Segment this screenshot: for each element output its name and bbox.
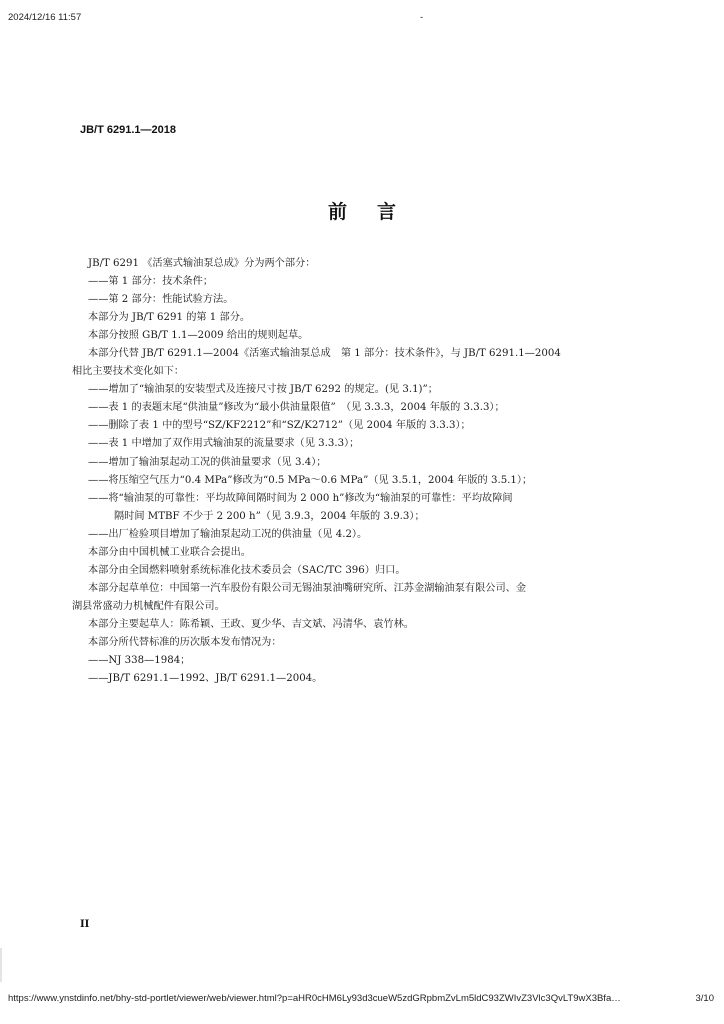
body-line: 相比主要技术变化如下： [72,366,185,378]
body-line: ——出厂检验项目增加了输油泵起动工况的供油量（见 4.2）。 [88,528,368,540]
body-line: ——将压缩空气压力“0.4 MPa”修改为“0.5 MPa～0.6 MPa”（见 3.5.1，2004 年版的 3.5.1）； [88,474,533,486]
body-line: ——表 1 的表题末尾“供油量”修改为“最小供油量限值” （见 3.3.3，2004 年版的 3.3.3）； [88,402,505,414]
preface-body [72,255,648,688]
body-line: ——表 1 中增加了双作用式输油泵的流量要求（见 3.3.3）； [88,438,360,450]
body-line: 本部分由中国机械工业联合会提出。 [88,546,251,558]
body-line: JB/T 6291 《活塞式输油泵总成》分为两个部分： [88,258,316,269]
section-title: 前言 [327,201,426,223]
body-line: ——第 2 部分：性能试验方法。 [88,294,234,306]
body-line: 本部分起草单位：中国第一汽车股份有限公司无锡油泵油嘴研究所、江苏金湖输油泵有限公司、金 [88,582,527,594]
browser-print-footer [8,993,716,1009]
body-line: 本部分主要起草人：陈希颖、王政、夏少华、吉文斌、冯清华、袁竹林。 [88,618,414,630]
body-line: 本部分为 JB/T 6291 的第 1 部分。 [88,312,251,324]
print-datetime: 2024/12/16 11:57 [8,12,82,23]
body-line: 本部分按照 GB/T 1.1—2009 给出的规则起草。 [88,330,309,342]
body-line: ——NJ 338—1984； [88,655,191,667]
browser-print-header [8,12,716,28]
body-line: ——增加了输油泵起动工况的供油量要求（见 3.4）； [88,456,327,468]
body-line: 湖县常盛动力机械配件有限公司。 [72,600,225,612]
body-line: ——删除了表 1 中的型号“SZ/KF2212”和“SZ/K2712”（见 2004 年版的 3.3.3）； [88,420,471,432]
standard-code: JB/T 6291.1—2018 [80,124,177,136]
body-line: 隔时间 MTBF 不少于 2 200 h”（见 3.9.3，2004 年版的 3.9.3）； [114,510,425,522]
body-line: 本部分所代替标准的历次版本发布情况为： [88,636,282,648]
page-number: II [80,919,90,930]
body-line: ——将“输油泵的可靠性：平均故障间隔时间为 2 000 h”修改为“输油泵的可靠性：平均故障间 [88,492,513,504]
print-page-count: 3/10 [695,993,714,1004]
body-line: ——第 1 部分：技术条件； [88,276,214,288]
body-line: 本部分由全国燃料喷射系统标准化技术委员会（SAC/TC 396）归口。 [88,564,406,576]
body-line: ——增加了“输油泵的安装型式及连接尺寸按 JB/T 6292 的规定。(见 3.1)”； [88,384,438,396]
body-line: 本部分代替 JB/T 6291.1—2004《活塞式输油泵总成 第 1 部分：技术条件》，与 JB/T 6291.1—2004 [88,348,561,360]
print-title: - [420,12,424,23]
scan-edge-mark [0,948,2,982]
print-url: https://www.ynstdinfo.net/bhy-std-portlet/viewer/web/viewer.html?p=aHR0cHM6Ly93d3cueW5zdGRpbmZvLm5ldC93ZWIvZ3Vlc3QvLT9wX3Bfa… [8,993,621,1004]
body-line: ——JB/T 6291.1—1992、JB/T 6291.1—2004。 [88,673,323,685]
